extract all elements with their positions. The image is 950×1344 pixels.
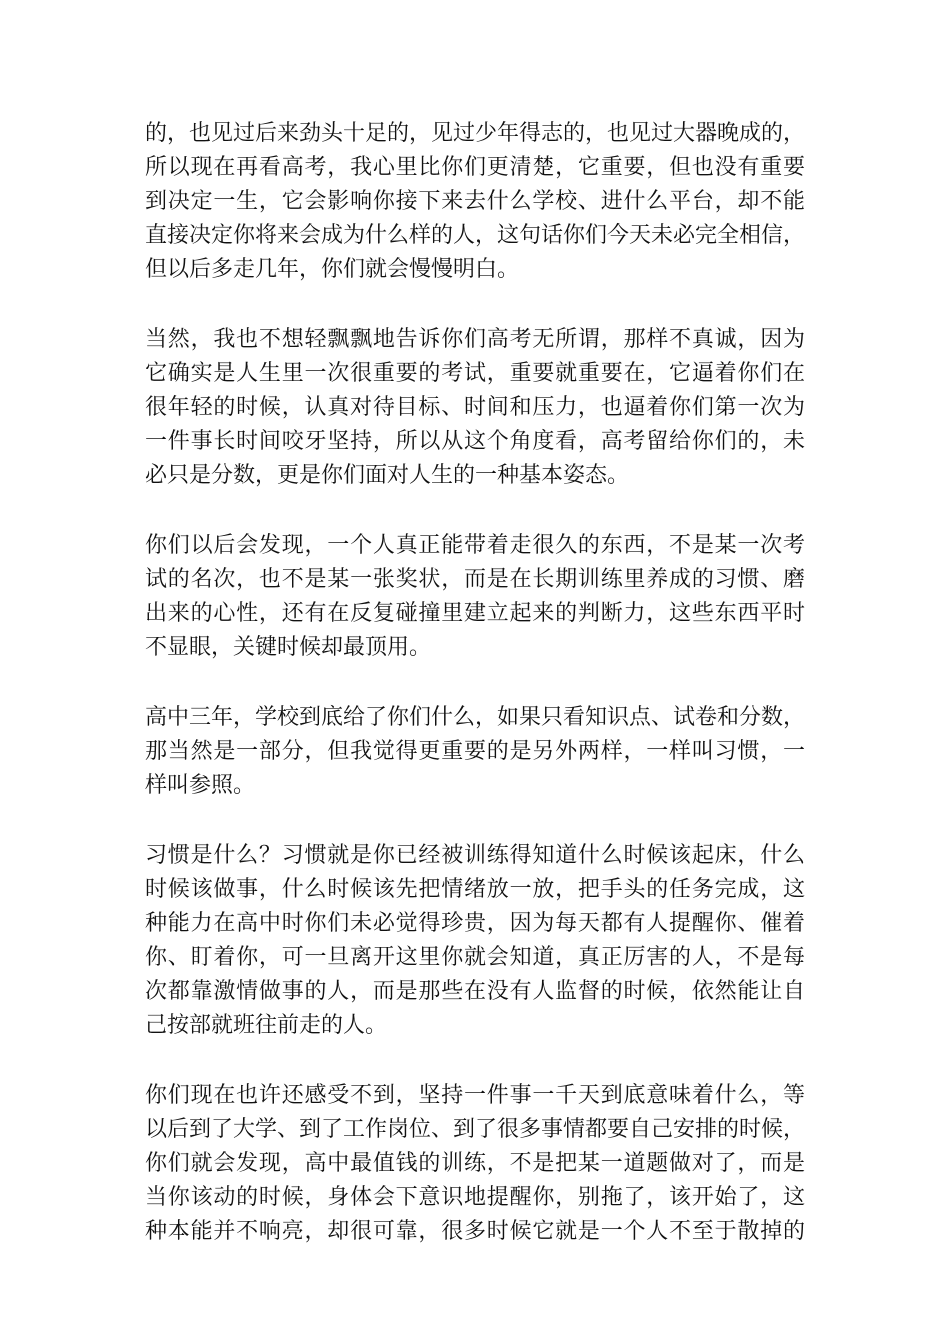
paragraph-5 bbox=[145, 839, 805, 1043]
text-line: 你们现在也许还感受不到，坚持一件事一千天到底意味着什么，等 bbox=[145, 1083, 805, 1108]
text-line: 试的名次，也不是某一张奖状，而是在长期训练里养成的习惯、磨 bbox=[145, 567, 805, 592]
text-line: 直接决定你将来会成为什么样的人，这句话你们今天未必完全相信， bbox=[145, 223, 806, 248]
text-line: 不显眼，关键时候却最顶用。 bbox=[145, 635, 432, 660]
text-line: 一件事长时间咬牙坚持，所以从这个角度看，高考留给你们的，未 bbox=[145, 429, 805, 454]
text-line: 很年轻的时候，认真对待目标、时间和压力，也逼着你们第一次为 bbox=[145, 395, 805, 420]
text-line: 必只是分数，更是你们面对人生的一种基本姿态。 bbox=[145, 463, 630, 488]
text-line: 时候该做事，什么时候该先把情绪放一放，把手头的任务完成，这 bbox=[145, 877, 805, 902]
paragraph-3 bbox=[145, 529, 805, 665]
text-line: 种能力在高中时你们未必觉得珍贵，因为每天都有人提醒你、催着 bbox=[145, 911, 805, 936]
text-line: 所以现在再看高考，我心里比你们更清楚，它重要，但也没有重要 bbox=[145, 155, 805, 180]
paragraph-6 bbox=[145, 1079, 805, 1249]
paragraph-2 bbox=[145, 323, 805, 493]
text-line: 习惯是什么？习惯就是你已经被训练得知道什么时候该起床，什么 bbox=[145, 843, 805, 868]
text-line: 以后到了大学、到了工作岗位、到了很多事情都要自己安排的时候， bbox=[145, 1117, 806, 1142]
text-line: 样叫参照。 bbox=[145, 773, 256, 798]
text-line: 到决定一生，它会影响你接下来去什么学校、进什么平台，却不能 bbox=[145, 189, 805, 214]
text-line: 你们就会发现，高中最值钱的训练，不是把某一道题做对了，而是 bbox=[145, 1151, 805, 1176]
text-line: 你们以后会发现，一个人真正能带着走很久的东西，不是某一次考 bbox=[145, 533, 805, 558]
text-line: 当然，我也不想轻飘飘地告诉你们高考无所谓，那样不真诚，因为 bbox=[145, 327, 805, 352]
text-line: 当你该动的时候，身体会下意识地提醒你，别拖了，该开始了，这 bbox=[145, 1185, 805, 1210]
text-line: 高中三年，学校到底给了你们什么，如果只看知识点、试卷和分数， bbox=[145, 705, 806, 730]
text-line: 己按部就班往前走的人。 bbox=[145, 1013, 388, 1038]
text-line: 它确实是人生里一次很重要的考试，重要就重要在，它逼着你们在 bbox=[145, 361, 805, 386]
document-body bbox=[145, 117, 805, 1285]
text-line: 但以后多走几年，你们就会慢慢明白。 bbox=[145, 257, 520, 282]
text-line: 那当然是一部分，但我觉得更重要的是另外两样，一样叫习惯，一 bbox=[145, 739, 805, 764]
paragraph-4 bbox=[145, 701, 805, 803]
text-line: 种本能并不响亮，却很可靠，很多时候它就是一个人不至于散掉的 bbox=[145, 1219, 805, 1244]
text-line: 的，也见过后来劲头十足的，见过少年得志的，也见过大器晚成的， bbox=[145, 121, 806, 146]
text-line: 次都靠激情做事的人，而是那些在没有人监督的时候，依然能让自 bbox=[145, 979, 805, 1004]
paragraph-1 bbox=[145, 117, 805, 287]
text-line: 你、盯着你，可一旦离开这里你就会知道，真正厉害的人，不是每 bbox=[145, 945, 805, 970]
text-line: 出来的心性，还有在反复碰撞里建立起来的判断力，这些东西平时 bbox=[145, 601, 805, 626]
